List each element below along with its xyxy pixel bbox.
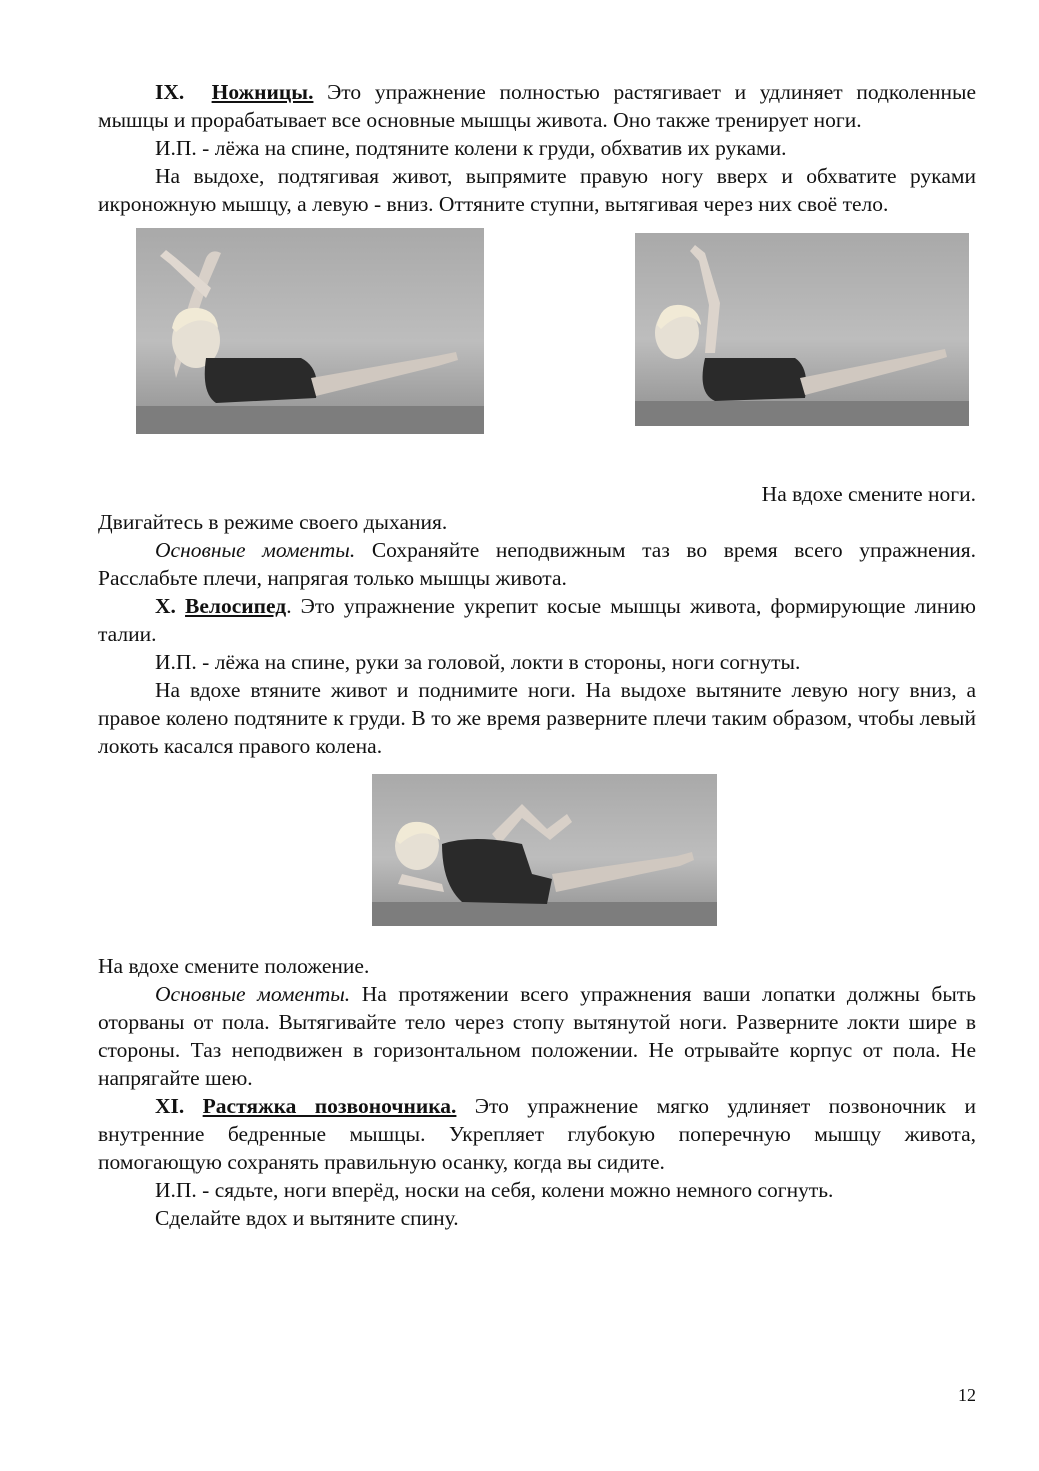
- bicycle-figure: [372, 774, 717, 926]
- section-9-photos: [98, 218, 976, 480]
- section-9-title: IX. Ножницы.: [155, 80, 314, 104]
- section-10-photos: [98, 760, 976, 952]
- section-11-start-position: И.П. - сядьте, ноги вперёд, носки на себя, колени можно немного согнуть.: [155, 1178, 834, 1202]
- section-10-name: Велосипед: [185, 594, 287, 618]
- section-9-intro: IX. Ножницы. Это упражнение полностью растягивает и удлиняет подколенные мышцы и прорабатывает все основные мышцы живота. Оно также тренирует ноги.: [98, 80, 976, 132]
- section-11-step: Сделайте вдох и вытяните спину.: [155, 1206, 459, 1230]
- section-9-breath: Двигайтесь в режиме своего дыхания.: [98, 510, 448, 534]
- section-11-title: XI. Растяжка позвоночника.: [155, 1094, 457, 1118]
- key-points-label: Основные моменты.: [155, 538, 356, 562]
- section-10-start-position: И.П. - лёжа на спине, руки за головой, локти в стороны, ноги согнуты.: [155, 650, 801, 674]
- section-10-title: X. Велосипед: [155, 594, 287, 618]
- section-10-intro: X. Велосипед. Это упражнение укрепит косые мышцы живота, формирующие линию талии.: [98, 594, 976, 646]
- scissors-figure-2: [635, 233, 969, 426]
- section-11-name: Растяжка позвоночника.: [202, 1094, 457, 1118]
- section-9-name: Ножницы.: [211, 80, 314, 104]
- section-9-start-position: И.П. - лёжа на спине, подтяните колени к груди, обхватив их руками.: [155, 136, 787, 160]
- section-11-intro: XI. Растяжка позвоночника. Это упражнение мягко удлиняет позвоночник и внутренние бедренные мышцы. Укрепляет глубокую поперечную мышцу живота, помогающую сохранять правильную осанку, когда вы сидите.: [98, 1094, 976, 1174]
- document-page: [98, 78, 976, 1232]
- section-9-key-points: Основные моменты. Сохраняйте неподвижным таз во время всего упражнения. Расслабьте плечи, напрягая только мышцы живота.: [98, 538, 977, 590]
- bicycle-photo: [372, 774, 717, 926]
- scissors-figure-1: [136, 228, 484, 434]
- key-points-label: Основные моменты.: [155, 982, 351, 1006]
- section-10-step: На вдохе втяните живот и поднимите ноги. На выдохе вытяните левую ногу вниз, а правое колено подтяните к груди. В то же время разверните плечи таким образом, чтобы левый локоть касался правого колена.: [98, 678, 976, 758]
- section-10-switch: На вдохе смените положение.: [98, 954, 370, 978]
- scissors-photo-1: [136, 228, 484, 434]
- section-9-switch: На вдохе смените ноги.: [761, 482, 976, 506]
- page-number: 12: [958, 1385, 976, 1405]
- scissors-photo-2: [635, 233, 969, 426]
- section-9-step: На выдохе, подтягивая живот, выпрямите правую ногу вверх и обхватите руками икроножную мышцу, а левую - вниз. Оттяните ступни, вытягивая через них своё тело.: [98, 164, 976, 216]
- section-10-key-points: Основные моменты. На протяжении всего упражнения ваши лопатки должны быть оторваны от пола. Вытягивайте тело через стопу вытянутой ноги. Разверните локти шире в стороны. Таз неподвижен в горизонтальном положении. Не отрывайте корпус от пола. Не напрягайте шею.: [98, 982, 976, 1090]
